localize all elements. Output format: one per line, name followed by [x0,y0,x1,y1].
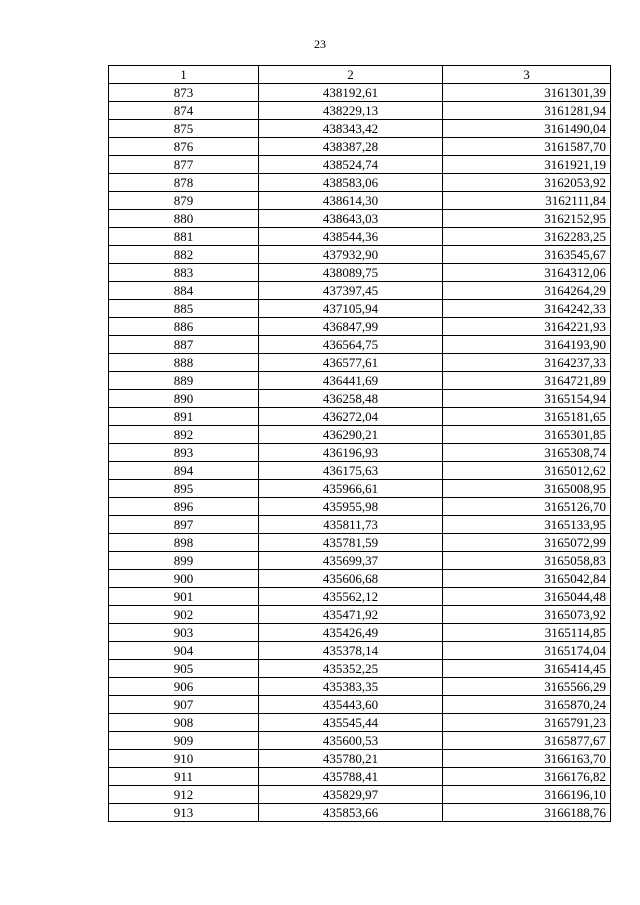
y-coordinate-cell: 3165791,23 [443,714,611,732]
y-coordinate-cell: 3164237,33 [443,354,611,372]
table-row [109,696,611,714]
table-row [109,606,611,624]
point-number-cell: 907 [109,696,259,714]
point-number-cell: 900 [109,570,259,588]
point-number-cell: 897 [109,516,259,534]
x-coordinate-cell: 435471,92 [259,606,443,624]
x-coordinate-cell: 435966,61 [259,480,443,498]
point-number-cell: 893 [109,444,259,462]
y-coordinate-cell: 3166188,76 [443,804,611,822]
x-coordinate-cell: 438544,36 [259,228,443,246]
table-row [109,480,611,498]
point-number-cell: 905 [109,660,259,678]
table-row [109,768,611,786]
table-row [109,750,611,768]
point-number-cell: 895 [109,480,259,498]
y-coordinate-cell: 3165301,85 [443,426,611,444]
x-coordinate-cell: 435955,98 [259,498,443,516]
table-row [109,228,611,246]
y-coordinate-cell: 3165073,92 [443,606,611,624]
x-coordinate-cell: 438643,03 [259,210,443,228]
point-number-cell: 911 [109,768,259,786]
table-row [109,444,611,462]
point-number-cell: 874 [109,102,259,120]
table-row [109,624,611,642]
table-row [109,678,611,696]
x-coordinate-cell: 438387,28 [259,138,443,156]
x-coordinate-cell: 436196,93 [259,444,443,462]
y-coordinate-cell: 3165114,85 [443,624,611,642]
x-coordinate-cell: 437105,94 [259,300,443,318]
table-row [109,372,611,390]
y-coordinate-cell: 3165058,83 [443,552,611,570]
x-coordinate-cell: 438229,13 [259,102,443,120]
point-number-cell: 891 [109,408,259,426]
table-row [109,390,611,408]
y-coordinate-cell: 3165126,70 [443,498,611,516]
x-coordinate-cell: 435383,35 [259,678,443,696]
table-row [109,534,611,552]
x-coordinate-cell: 435562,12 [259,588,443,606]
x-coordinate-cell: 436175,63 [259,462,443,480]
y-coordinate-cell: 3165154,94 [443,390,611,408]
x-coordinate-cell: 435788,41 [259,768,443,786]
point-number-cell: 873 [109,84,259,102]
y-coordinate-cell: 3165012,62 [443,462,611,480]
table-row [109,84,611,102]
y-coordinate-cell: 3161281,94 [443,102,611,120]
table-row [109,192,611,210]
y-coordinate-cell: 3165133,95 [443,516,611,534]
x-coordinate-cell: 435811,73 [259,516,443,534]
x-coordinate-cell: 435781,59 [259,534,443,552]
y-coordinate-cell: 3162152,95 [443,210,611,228]
y-coordinate-cell: 3164221,93 [443,318,611,336]
y-coordinate-cell: 3165044,48 [443,588,611,606]
point-number-cell: 909 [109,732,259,750]
table-row [109,354,611,372]
table-row [109,642,611,660]
table-row [109,300,611,318]
point-number-cell: 879 [109,192,259,210]
y-coordinate-cell: 3165877,67 [443,732,611,750]
point-number-cell: 890 [109,390,259,408]
point-number-cell: 906 [109,678,259,696]
point-number-cell: 892 [109,426,259,444]
y-coordinate-cell: 3161587,70 [443,138,611,156]
table-row [109,408,611,426]
x-coordinate-cell: 437397,45 [259,282,443,300]
x-coordinate-cell: 438192,61 [259,84,443,102]
y-coordinate-cell: 3161921,19 [443,156,611,174]
point-number-cell: 910 [109,750,259,768]
table-row [109,426,611,444]
x-coordinate-cell: 435780,21 [259,750,443,768]
table-row [109,588,611,606]
point-number-cell: 894 [109,462,259,480]
x-coordinate-cell: 436272,04 [259,408,443,426]
x-coordinate-cell: 436564,75 [259,336,443,354]
point-number-cell: 904 [109,642,259,660]
y-coordinate-cell: 3165174,04 [443,642,611,660]
y-coordinate-cell: 3164242,33 [443,300,611,318]
point-number-cell: 903 [109,624,259,642]
y-coordinate-cell: 3165181,65 [443,408,611,426]
point-number-cell: 875 [109,120,259,138]
x-coordinate-cell: 438614,30 [259,192,443,210]
x-coordinate-cell: 436577,61 [259,354,443,372]
point-number-cell: 882 [109,246,259,264]
x-coordinate-cell: 435443,60 [259,696,443,714]
point-number-cell: 886 [109,318,259,336]
x-coordinate-cell: 435829,97 [259,786,443,804]
x-coordinate-cell: 438343,42 [259,120,443,138]
y-coordinate-cell: 3165566,29 [443,678,611,696]
y-coordinate-cell: 3164721,89 [443,372,611,390]
table-row [109,786,611,804]
column-header-1: 1 [109,66,259,84]
table-row [109,804,611,822]
point-number-cell: 888 [109,354,259,372]
table-row [109,732,611,750]
table-row [109,552,611,570]
point-number-cell: 876 [109,138,259,156]
table-row [109,660,611,678]
y-coordinate-cell: 3162053,92 [443,174,611,192]
column-header-3: 3 [443,66,611,84]
column-header-2: 2 [259,66,443,84]
table-row [109,174,611,192]
table-row [109,498,611,516]
table-row [109,120,611,138]
y-coordinate-cell: 3166163,70 [443,750,611,768]
y-coordinate-cell: 3161490,04 [443,120,611,138]
x-coordinate-cell: 436290,21 [259,426,443,444]
point-number-cell: 880 [109,210,259,228]
x-coordinate-cell: 435426,49 [259,624,443,642]
point-number-cell: 912 [109,786,259,804]
table-row [109,462,611,480]
y-coordinate-cell: 3162283,25 [443,228,611,246]
y-coordinate-cell: 3164193,90 [443,336,611,354]
table-row [109,714,611,732]
y-coordinate-cell: 3164312,06 [443,264,611,282]
x-coordinate-cell: 438524,74 [259,156,443,174]
table-row [109,246,611,264]
x-coordinate-cell: 435600,53 [259,732,443,750]
table-row [109,156,611,174]
table-row [109,516,611,534]
y-coordinate-cell: 3165008,95 [443,480,611,498]
point-number-cell: 913 [109,804,259,822]
y-coordinate-cell: 3165870,24 [443,696,611,714]
point-number-cell: 898 [109,534,259,552]
y-coordinate-cell: 3162111,84 [443,192,611,210]
table-row [109,264,611,282]
point-number-cell: 899 [109,552,259,570]
x-coordinate-cell: 436258,48 [259,390,443,408]
table-row [109,138,611,156]
x-coordinate-cell: 435699,37 [259,552,443,570]
table-row [109,102,611,120]
x-coordinate-cell: 435853,66 [259,804,443,822]
y-coordinate-cell: 3166196,10 [443,786,611,804]
table-row [109,318,611,336]
point-number-cell: 885 [109,300,259,318]
y-coordinate-cell: 3165308,74 [443,444,611,462]
x-coordinate-cell: 438583,06 [259,174,443,192]
point-number-cell: 881 [109,228,259,246]
x-coordinate-cell: 438089,75 [259,264,443,282]
page-number: 23 [314,37,326,51]
table-row [109,570,611,588]
table-row [109,210,611,228]
y-coordinate-cell: 3164264,29 [443,282,611,300]
x-coordinate-cell: 436847,99 [259,318,443,336]
x-coordinate-cell: 435352,25 [259,660,443,678]
point-number-cell: 896 [109,498,259,516]
table-body [109,84,611,822]
x-coordinate-cell: 435545,44 [259,714,443,732]
y-coordinate-cell: 3165414,45 [443,660,611,678]
y-coordinate-cell: 3161301,39 [443,84,611,102]
point-number-cell: 877 [109,156,259,174]
x-coordinate-cell: 436441,69 [259,372,443,390]
coordinates-table [108,65,611,822]
x-coordinate-cell: 437932,90 [259,246,443,264]
point-number-cell: 908 [109,714,259,732]
point-number-cell: 883 [109,264,259,282]
x-coordinate-cell: 435606,68 [259,570,443,588]
y-coordinate-cell: 3165072,99 [443,534,611,552]
table-row [109,282,611,300]
point-number-cell: 887 [109,336,259,354]
y-coordinate-cell: 3166176,82 [443,768,611,786]
table-row [109,336,611,354]
x-coordinate-cell: 435378,14 [259,642,443,660]
point-number-cell: 889 [109,372,259,390]
point-number-cell: 902 [109,606,259,624]
table-header-row [109,66,611,84]
y-coordinate-cell: 3163545,67 [443,246,611,264]
point-number-cell: 878 [109,174,259,192]
point-number-cell: 884 [109,282,259,300]
point-number-cell: 901 [109,588,259,606]
y-coordinate-cell: 3165042,84 [443,570,611,588]
